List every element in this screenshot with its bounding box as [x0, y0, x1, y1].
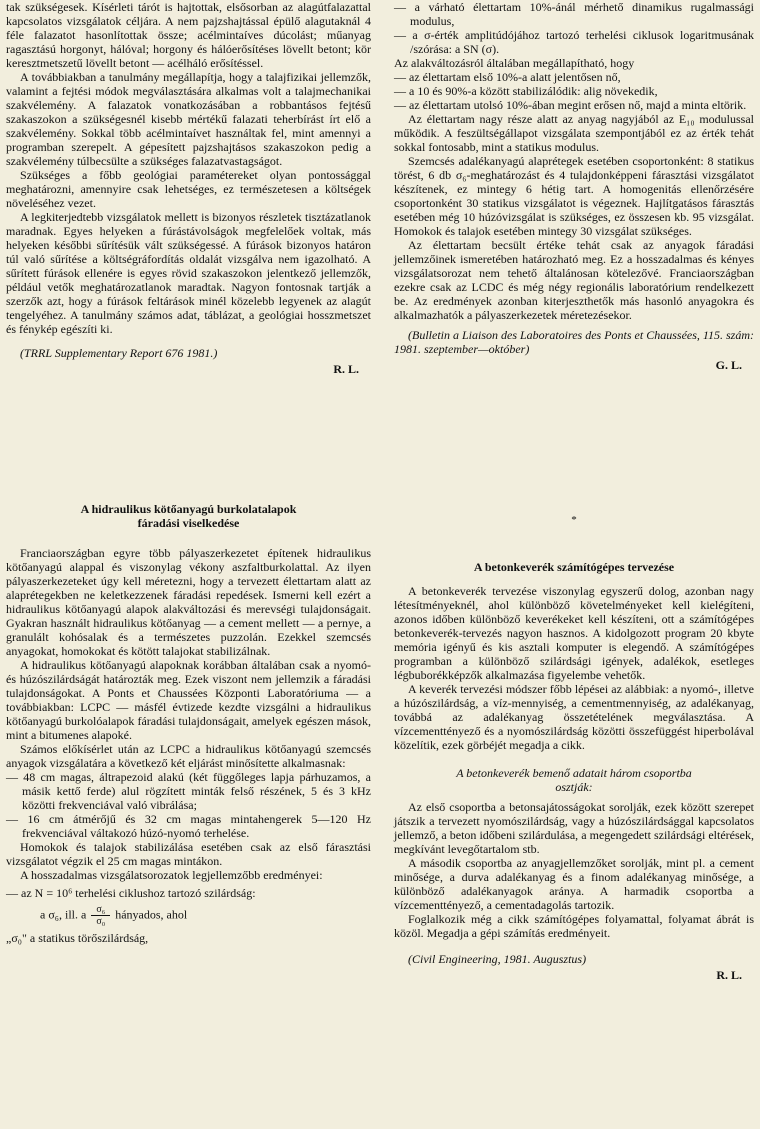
- separator-star: *: [571, 514, 577, 526]
- paragraph: Az élettartam nagy része alatt az anyag nagyjából az E₁₀ modulussal működik. A feszültségállapot vizsgálata szempontjából ez az érték tehát sokkal fontosabb, mint a statikus modulus.: [394, 112, 754, 154]
- paragraph: Szemcsés adalékanyagú alaprétegek esetében csoportonként: 8 statikus törést, 6 db σ₆-meghatározást és 4 tulajdonképpeni fárasztási vizsgálatot készítenek, ez mintegy 6 hétig tart. A homogenitás ellenőrzésére csoportonként 30 statikus vizsgálatot is végeznek. Hajlítgatásos fárasztás esetében még 10 húzóvizsgálat is szükséges, ez összesen kb. 95 vizsgálat. Homokok és talajok esetében mintegy 30 vizsgálat szükséges.: [394, 154, 754, 238]
- author-signature: R. L.: [716, 968, 742, 982]
- left-column: [6, 0, 371, 945]
- list-item: — az élettartam utolsó 10%-ában megint erősen nő, majd a minta eltörik.: [394, 98, 747, 112]
- paragraph: Az alakváltozásról általában megállapítható, hogy: [394, 56, 635, 70]
- paragraph: A hidraulikus kötőanyagú alapoknak korábban általában csak a nyomó- és húzószilárdságát határozták meg. Ezek viszont nem jellemzik a fáradási tulajdonságokat. A Ponts et Chaussées Központi Laboratóriuma — a továbbiakban: LCPC — másfél évtizede kezdte vizsgálni a hidraulikus kötőanyagú burkolóalapok fáradási tulajdonságait, amelyek egészen mások, mint a bitumenes alapoké.: [6, 658, 371, 742]
- article-title-line2: fáradási viselkedése: [137, 516, 240, 530]
- fraction-numerator: σ₆: [91, 904, 110, 916]
- list-item: — az élettartam első 10%-a alatt jelentősen nő,: [394, 70, 621, 84]
- fraction: [91, 904, 110, 927]
- list-item: — 16 cm átmérőjű és 32 cm magas mintahengerek 5—120 Hz frekvenciával váltakozó húzó-nyomó terhelése.: [6, 812, 371, 840]
- list-item: — a σ-érték amplitúdójához tartozó terhelési ciklusok logaritmusának /szórása: a SN (σ).: [394, 28, 754, 56]
- paragraph: A második csoportba az anyagjellemzőket sorolják, mint pl. a cement minősége, a durva adalékanyag és a finom adalékanyag minősége, a különböző adalékanyagok aránya. A harmadik csoportba a vízcementtényező, a cementadagolás tartozik.: [394, 856, 754, 912]
- article-hydraulic-binders: [6, 502, 371, 945]
- paragraph: A továbbiakban a tanulmány megállapítja, hogy a talajfizikai jellemzők, valamint a fejtési módok megválasztására alkalmas volt a talajmechanikai szakvélemény. A falazatok vonatkozásában a robbantásos fejtésű szakaszokon a szükségesnél kisebb mértékű falazati teherbírást írt elő a szakvélemény. Sokkal több acélmintaívet használtak fel, mint amennyi a programban szerepelt. A gépesített pajzshajtásos szakaszokon pedig a szakvélemény túlbecsülte a szükséges falazatvastagságot.: [6, 70, 371, 168]
- author-signature: R. L.: [333, 362, 359, 376]
- right-top-section: [394, 0, 754, 476]
- paragraph: A keverék tervezési módszer főbb lépései az alábbiak: a nyomó-, illetve a húzószilárdság, a víz-mennyiség, a cementmennyiség, az adalékanyag, továbbá az adalékanyag összetételének megválasztása. A vízcementtényező és a nyomószilárdság közötti összefüggést hiperbolával közelítik, ezek görbéjét megadja a cikk.: [394, 682, 754, 752]
- article-concrete-mix: [394, 514, 754, 983]
- formula-definition: „σ₀" a statikus törőszilárdság,: [6, 931, 149, 945]
- paragraph: A legkiterjedtebb vizsgálatok mellett is bizonyos részletek tisztázatlanok maradnak. Egyes helyeken a fúrástávolságok megfelelőek voltak, más helyeken későbbi sűrítésük vált szükségessé. A fúrások bizonyos határon túl való sűrítése a költségráfordítás oldalát vizsgálva nem igazolható. A sűrített fúrások ellenére is egyes rövid szakaszokon jelentkező jellemzők, például vetők meghatározatlanok maradtak. Nagyon fontosnak tartják a szerzők azt, hogy a fúrások feltárások minél közelebb legyenek az alagút tengelyéhez. A tanulmány számos adat, táblázat, a geológiai hosszmetszet és fénykép egészíti ki.: [6, 210, 371, 336]
- subheading-line: A betonkeverék bemenő adatait három csoportba: [456, 766, 692, 780]
- fraction-denominator: σ₀: [96, 916, 106, 927]
- article-title: A betonkeverék számítógépes tervezése: [473, 560, 675, 574]
- paragraph: tak szükségesek. Kísérleti tárót is hajtottak, elsősorban az alagútfalazattal kapcsolatos vizsgálatok céljára. A nem pajzshajtással épülő alagutaknál 4 féle falazatot hasonlítottak össze; acélmintaíves dúcolást; műanyag ragasztású horgonyt, hálóval; horgony és hálóerősítéses lövellt betont; kör keresztmetszetű lövellt betont — acélháló erősítéssel.: [6, 0, 371, 70]
- subheading-line: osztják:: [555, 780, 593, 794]
- source-citation: (TRRL Supplementary Report 676 1981.): [20, 346, 218, 360]
- paragraph: Franciaországban egyre több pályaszerkezetet építenek hidraulikus kötőanyagú alappal és viszonylag vékony aszfaltburkolattal. Az ilyen pályaszerkezeteket úgy kell méretezni, hogy a tervezett élettartam alatt az alaprétegekben ne keletkezzenek fáradási repedések. Ismerni kell ezért a hidraulikus kötőanyagú alapok alakváltozási és merevségi tulajdonságait. Gyakran használt hidraulikus kötőanyag — a cement mellett — a pernye, a granulált kohósalak és a természetes puzzolán. Ezekkel szemcsés anyagokat, homokokat és kötött talajokat stabilizálnak.: [6, 546, 371, 658]
- source-citation: (Civil Engineering, 1981. Augusztus): [408, 952, 587, 966]
- section-subheading: [394, 766, 754, 794]
- list-item: — a várható élettartam 10%-ánál mérhető dinamikus rugalmassági modulus,: [394, 0, 754, 28]
- list-item: — az N = 10⁶ terhelési ciklushoz tartozó szilárdság:: [6, 886, 256, 900]
- paragraph: Az élettartam becsült értéke tehát csak az anyagok fáradási jellemzőinek ismeretében határozható meg. Ez a hosszadalmas és kényes vizsgálatsorozat nem tehető általánosan kötelezővé. Franciaországban ezekre csak az LCDC és még négy regionális laboratórium rendelkezett be. Az eredmények azonban kiterjeszthetők más hasonló anyagokra és alkalmazhatók a pályaszerkezetek méretezésekor.: [394, 238, 754, 322]
- paragraph: Foglalkozik még a cikk számítógépes folyamattal, folyamat ábrát is közöl. Megadja a gépi számítás eredményeit.: [394, 912, 754, 940]
- paragraph: Számos előkísérlet után az LCPC a hidraulikus kötőanyagú szemcsés anyagok vizsgálatára a következő két eljárást minősítette alkalmasnak:: [6, 742, 371, 770]
- paragraph: A hosszadalmas vizsgálatsorozatok legjellemzőbb eredményei:: [20, 868, 323, 882]
- paragraph: A betonkeverék tervezése viszonylag egyszerű dolog, azonban nagy létesítményeknél, ahol különböző követelményeket kell kielégíteni, azonos időben különböző keverékeket kell készíteni, ott a számítógépes betonkeverék-tervezés nagyon hasznos. A kidolgozott program 20 kbyte memória igényű és kis asztali komputer is elegendő. A számítógépes programban a különböző szilárdsági igények, adalékok, esetleges légbuborékképzők alkalmazása figyelembe vehetők.: [394, 584, 754, 682]
- article-title: A hidraulikus kötőanyagú burkolatalapok: [80, 502, 297, 516]
- paragraph: Szükséges a főbb geológiai paramétereket olyan pontossággal meghatározni, amennyire csak lehetséges, ez természetesen a költségek növeléséhez vezet.: [6, 168, 371, 210]
- formula-text: hányados, ahol: [115, 907, 188, 922]
- paragraph: Homokok és talajok stabilizálása esetében csak az első fárasztási vizsgálatot végzik el 25 cm magas mintákon.: [6, 840, 371, 868]
- list-item: — a 10 és 90%-a között stabilizálódik: alig növekedik,: [394, 84, 658, 98]
- list-item: — 48 cm magas, áltrapezoid alakú (két függőleges lapja párhuzamos, a másik kettő ferde) alul rögzített minták felső részének, 5 és 3 kHz közötti frekvenciával való vibrálása;: [6, 770, 371, 812]
- author-signature: G. L.: [715, 358, 742, 372]
- right-column: [394, 0, 754, 982]
- left-top-section: [6, 0, 371, 476]
- paragraph: Az első csoportba a betonsajátosságokat sorolják, ezek között szerepet játszik a tervezett nyomószilárdság, vagy a húzószilárdsággal kapcsolatos jellemző, a beton időbeni szilárdulása, a megengedett szilárdsági eltérések, megkívánt levegőtartalom stb.: [394, 800, 754, 856]
- source-citation: (Bulletin a Liaison des Laboratoires des Ponts et Chaussées, 115. szám: 1981. szeptember—október): [394, 328, 754, 356]
- formula-text: a σ₆, ill. a: [40, 907, 87, 922]
- formula-line: [6, 904, 371, 927]
